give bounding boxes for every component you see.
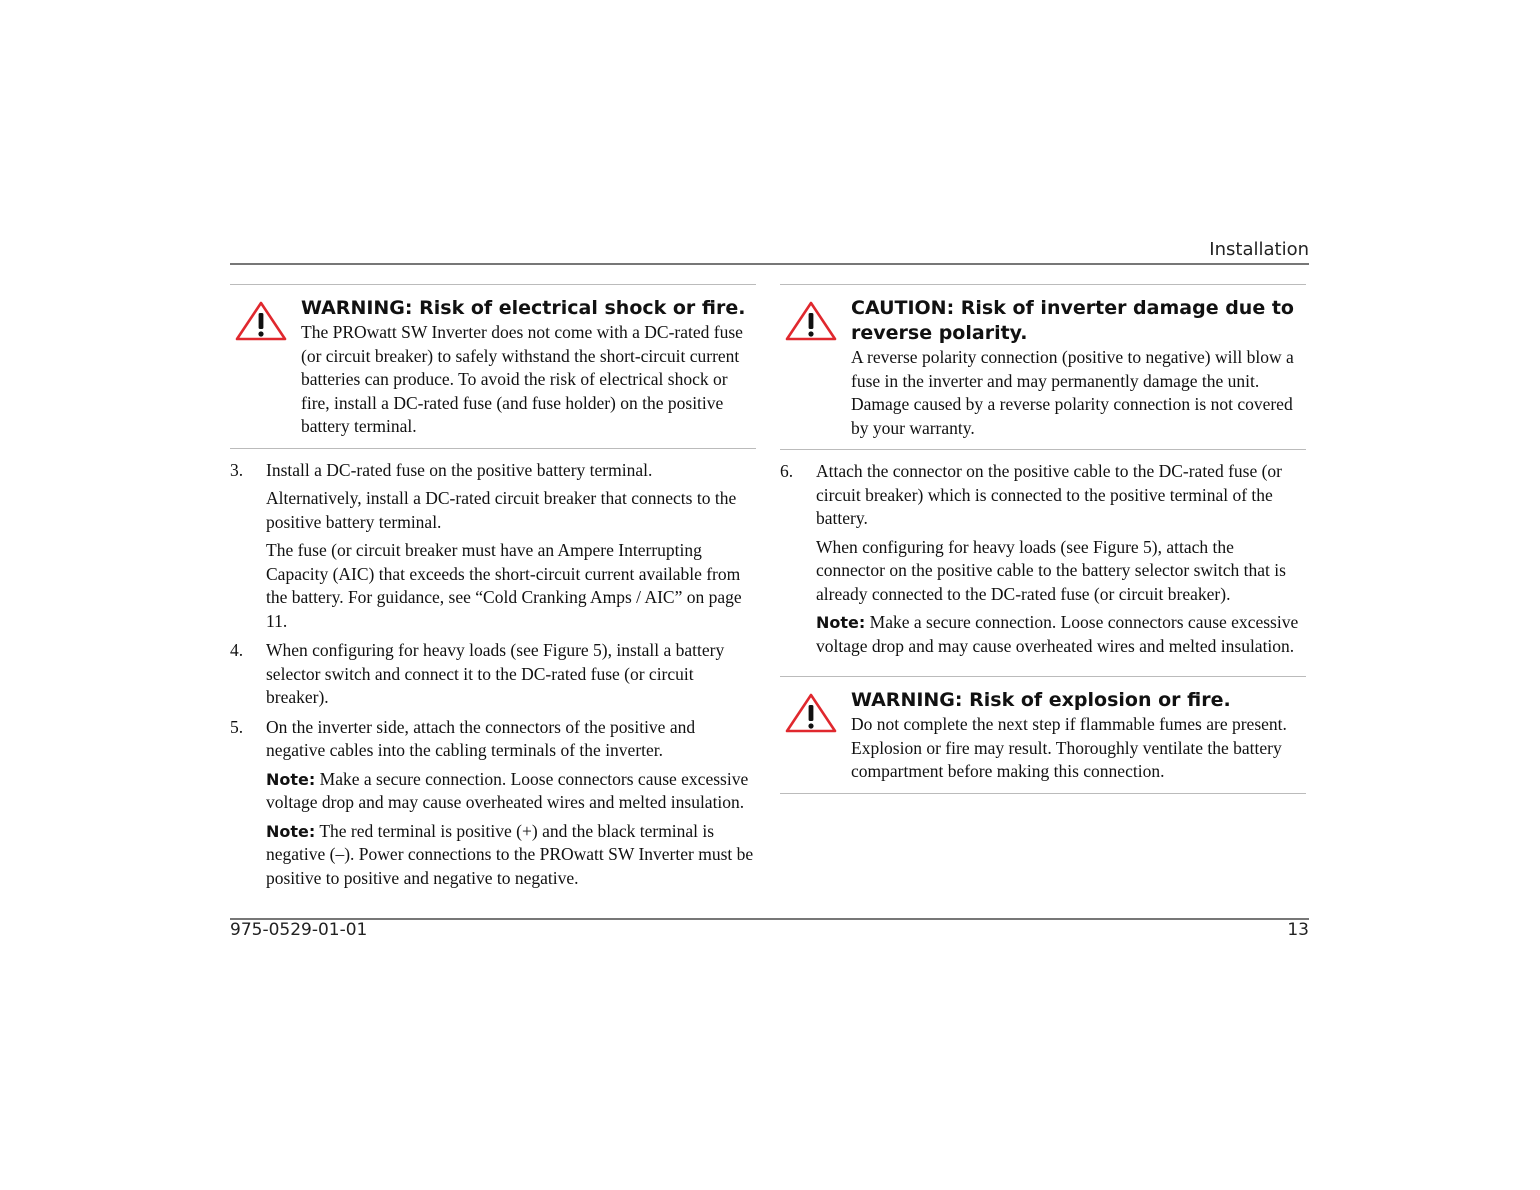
step-number: 6. — [780, 461, 794, 481]
step-paragraph: Install a DC-rated fuse on the positive battery terminal. — [266, 459, 653, 480]
note-text: Make a secure connection. Loose connectors cause excessive voltage drop and may cause overheated wires and melted insulation. — [816, 612, 1299, 656]
warning-explosion-box — [780, 676, 1306, 794]
step-number: 4. — [230, 640, 244, 660]
step-number: 3. — [230, 459, 244, 480]
step-3 — [230, 459, 756, 634]
warning-triangle-icon — [785, 693, 837, 733]
steps-list-left — [230, 459, 756, 891]
caution-title: CAUTION: Risk of inverter damage due to reverse polarity. — [851, 297, 1294, 344]
step-5 — [230, 716, 756, 891]
step-paragraph: The fuse (or circuit breaker must have an Ampere Interrupting Capacity (AIC) that exceeds the short-circuit current available from the battery. For guidance, see “Cold Cranking Amps / AIC” on page 11. — [266, 540, 742, 631]
steps-list-right — [780, 460, 1306, 658]
warning-title: WARNING: Risk of explosion or fire. — [851, 689, 1231, 711]
page-number: 13 — [1287, 920, 1309, 940]
warning-triangle-icon — [235, 301, 287, 341]
footer-rule — [230, 918, 1309, 920]
step-6 — [780, 460, 1306, 658]
warning-text: Do not complete the next step if flammable fumes are present. Explosion or fire may result. Thoroughly ventilate the battery compartment before making this connection. — [851, 714, 1287, 781]
warning-triangle-icon — [785, 301, 837, 341]
step-paragraph: Attach the connector on the positive cable to the DC-rated fuse (or circuit breaker) which is connected to the positive terminal of the battery. — [816, 461, 1283, 528]
note-text: The red terminal is positive (+) and the black terminal is negative (–). Power connections to the PROwatt SW Inverter must be positive to positive and negative to negative. — [266, 820, 754, 888]
step-number: 5. — [230, 716, 244, 737]
step-paragraph: When configuring for heavy loads (see Figure 5), attach the connector on the positive cable to the battery selector switch that is already connected to the DC-rated fuse (or circuit breaker). — [816, 536, 1286, 604]
right-column — [780, 284, 1306, 794]
note-label: Note: — [266, 821, 316, 841]
header-rule — [230, 263, 1309, 265]
running-header: Installation — [1209, 239, 1309, 260]
step-paragraph: When configuring for heavy loads (see Figure 5), install a battery selector switch and connect it to the DC-rated fuse (or circuit breaker). — [266, 640, 725, 707]
warning-text: The PROwatt SW Inverter does not come with a DC-rated fuse (or circuit breaker) to safely withstand the short-circuit current batteries can produce. To avoid the risk of electrical shock or fire, install a DC-rated fuse (and fuse holder) on the positive battery terminal. — [301, 322, 743, 436]
note-label: Note: — [266, 769, 316, 789]
step-paragraph: On the inverter side, attach the connectors of the positive and negative cables into the cabling terminals of the inverter. — [266, 716, 696, 760]
note — [816, 611, 1306, 658]
note-text: Make a secure connection. Loose connectors cause excessive voltage drop and may cause overheated wires and melted insulation. — [266, 768, 749, 812]
note-label: Note: — [816, 613, 866, 632]
note — [266, 768, 756, 815]
warning-shock-box — [230, 284, 756, 449]
warning-title: WARNING: Risk of electrical shock or fire. — [301, 297, 746, 319]
note — [266, 820, 756, 891]
left-column — [230, 284, 756, 896]
caution-polarity-box — [780, 284, 1306, 450]
caution-text: A reverse polarity connection (positive to negative) will blow a fuse in the inverter and may permanently damage the unit. Damage caused by a reverse polarity connection is not covered by your warranty. — [851, 347, 1294, 438]
step-4 — [230, 639, 756, 710]
step-paragraph: Alternatively, install a DC-rated circuit breaker that connects to the positive battery terminal. — [266, 488, 737, 532]
document-number: 975-0529-01-01 — [230, 920, 368, 940]
